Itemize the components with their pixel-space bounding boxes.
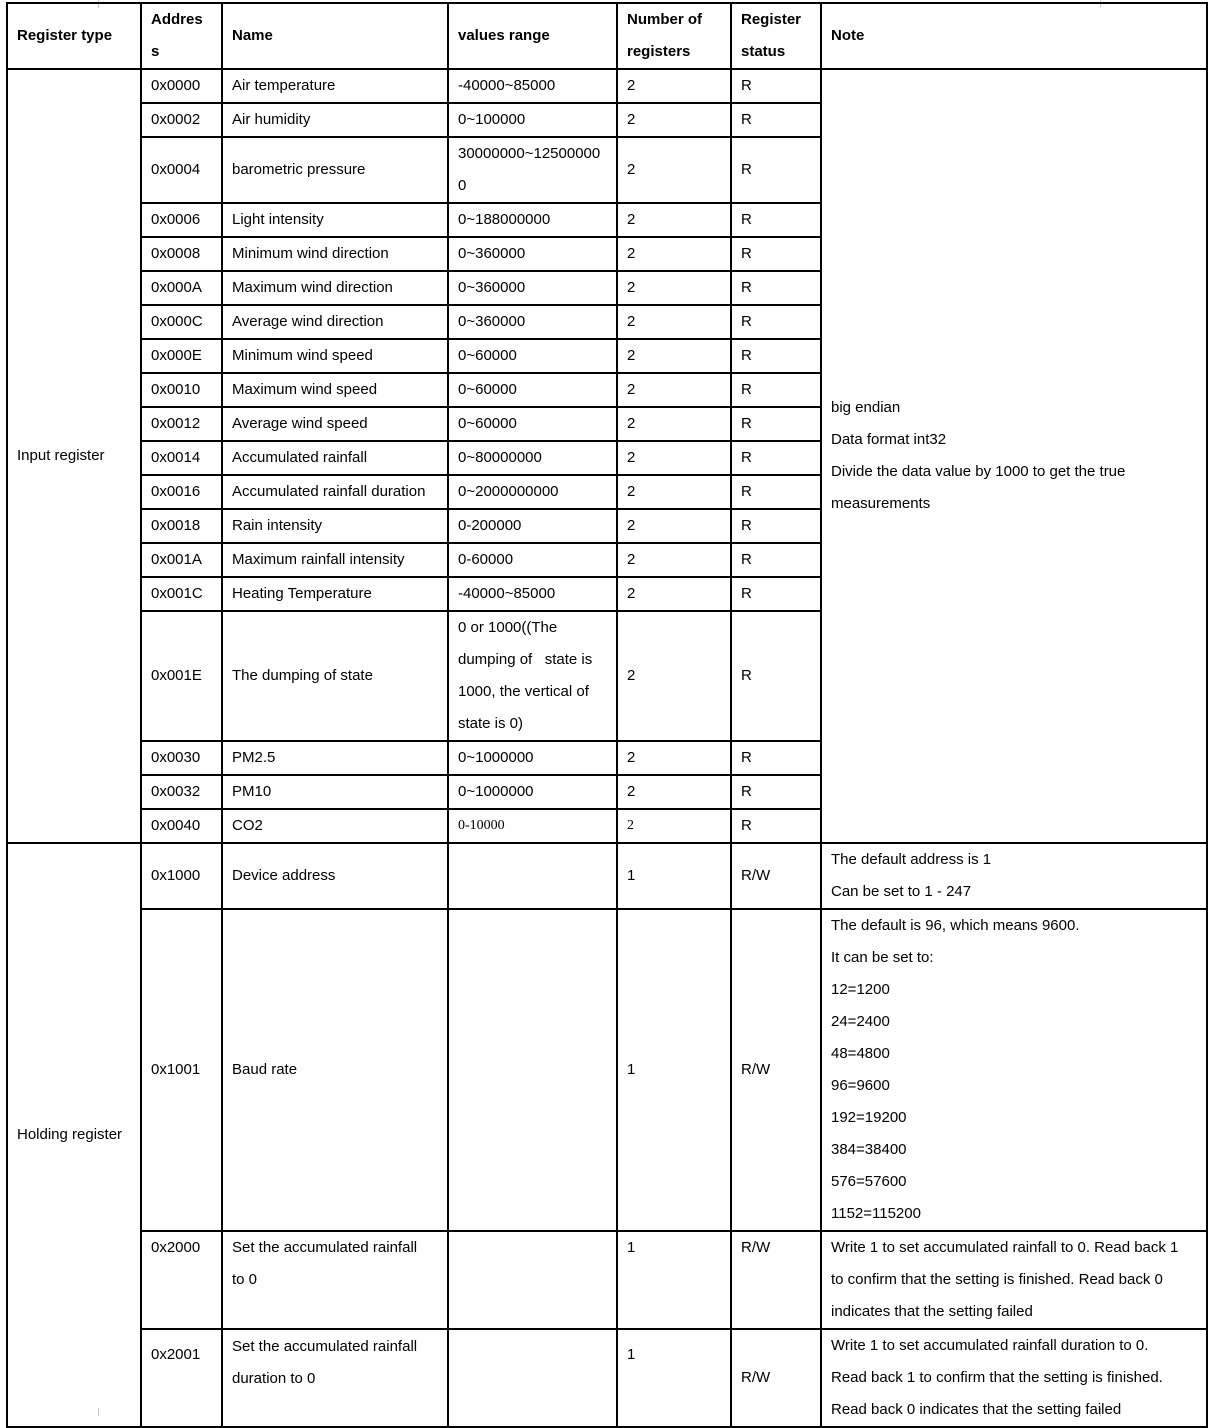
cell-address: 0x000E [141, 339, 222, 373]
cell-range: 0 or 1000((The dumping of state is 1000, the vertical of state is 0) [448, 611, 617, 741]
cell-range: 0-60000 [448, 543, 617, 577]
cell-range: 0~60000 [448, 339, 617, 373]
cell-count: 2 [617, 509, 731, 543]
cell-name: Air temperature [222, 69, 448, 103]
cell-name: Heating Temperature [222, 577, 448, 611]
cell-status: R [731, 611, 821, 741]
cell-address: 0x0002 [141, 103, 222, 137]
cell-count: 2 [617, 475, 731, 509]
group-label-holding-register: Holding register [7, 843, 141, 1427]
cell-name: Rain intensity [222, 509, 448, 543]
cell-range: 0~80000000 [448, 441, 617, 475]
cell-range [448, 1231, 617, 1329]
cell-note: The default is 96, which means 9600. It can be set to: 12=1200 24=2400 48=4800 96=9600 192=19200 384=38400 576=57600 1152=115200 [821, 909, 1207, 1231]
cell-count: 2 [617, 407, 731, 441]
cell-name: Average wind direction [222, 305, 448, 339]
cell-address: 0x0014 [141, 441, 222, 475]
cell-name: Minimum wind speed [222, 339, 448, 373]
cell-count: 1 [617, 1329, 731, 1427]
cell-count: 2 [617, 441, 731, 475]
cell-count: 2 [617, 305, 731, 339]
cell-status: R/W [731, 1329, 821, 1427]
cell-status: R/W [731, 909, 821, 1231]
cell-name: Baud rate [222, 909, 448, 1231]
cell-count: 2 [617, 373, 731, 407]
cell-status: R [731, 103, 821, 137]
cell-count: 2 [617, 203, 731, 237]
cell-address: 0x0008 [141, 237, 222, 271]
cell-address: 0x000C [141, 305, 222, 339]
cell-status: R/W [731, 1231, 821, 1329]
cell-name: PM2.5 [222, 741, 448, 775]
header-address: Addres s [141, 3, 222, 69]
cell-address: 0x0030 [141, 741, 222, 775]
cell-note: Write 1 to set accumulated rainfall duration to 0. Read back 1 to confirm that the setting is finished. Read back 0 indicates that the setting failed [821, 1329, 1207, 1427]
table-row [7, 909, 1207, 1231]
cell-address: 0x0032 [141, 775, 222, 809]
cell-address: 0x0004 [141, 137, 222, 203]
cell-count: 2 [617, 577, 731, 611]
cell-address: 0x001A [141, 543, 222, 577]
cell-address: 0x0006 [141, 203, 222, 237]
cell-address: 0x001C [141, 577, 222, 611]
cell-status: R/W [731, 843, 821, 909]
cell-status: R [731, 271, 821, 305]
cell-status: R [731, 69, 821, 103]
cell-range: 0-200000 [448, 509, 617, 543]
group-label-input-register: Input register [7, 69, 141, 843]
cell-count: 2 [617, 543, 731, 577]
cell-count: 2 [617, 775, 731, 809]
cell-name: Air humidity [222, 103, 448, 137]
cell-range: 30000000~12500000 0 [448, 137, 617, 203]
cell-status: R [731, 373, 821, 407]
cell-name: Maximum wind direction [222, 271, 448, 305]
input-register-note: big endian Data format int32 Divide the data value by 1000 to get the true measurements [821, 69, 1207, 843]
cell-address: 0x001E [141, 611, 222, 741]
header-name: Name [222, 3, 448, 69]
cell-address: 0x0040 [141, 809, 222, 843]
cell-range: 0~2000000000 [448, 475, 617, 509]
cell-status: R [731, 475, 821, 509]
cell-name: Accumulated rainfall [222, 441, 448, 475]
cell-status: R [731, 203, 821, 237]
cell-address: 0x0018 [141, 509, 222, 543]
cell-range: 0~188000000 [448, 203, 617, 237]
cell-status: R [731, 741, 821, 775]
cell-count: 1 [617, 843, 731, 909]
table-row [7, 843, 1207, 909]
cell-status: R [731, 543, 821, 577]
cell-range [448, 843, 617, 909]
cell-name: Maximum rainfall intensity [222, 543, 448, 577]
cell-status: R [731, 441, 821, 475]
cell-address: 0x000A [141, 271, 222, 305]
cell-name: Light intensity [222, 203, 448, 237]
cell-address: 0x0010 [141, 373, 222, 407]
cell-count: 2 [617, 611, 731, 741]
cell-status: R [731, 775, 821, 809]
cell-count: 2 [617, 271, 731, 305]
cell-name: Set the accumulated rainfall to 0 [222, 1231, 448, 1329]
cell-range: 0~1000000 [448, 741, 617, 775]
cell-name: Device address [222, 843, 448, 909]
cell-note: Write 1 to set accumulated rainfall to 0. Read back 1 to confirm that the setting is finished. Read back 0 indicates that the setting failed [821, 1231, 1207, 1329]
cell-count: 2 [617, 137, 731, 203]
cell-range: 0~1000000 [448, 775, 617, 809]
register-table [6, 2, 1208, 1428]
cell-address: 0x1000 [141, 843, 222, 909]
cell-count: 2 [617, 339, 731, 373]
cell-name: Set the accumulated rainfall duration to 0 [222, 1329, 448, 1427]
cell-status: R [731, 407, 821, 441]
header-row [7, 3, 1207, 69]
table-row [7, 69, 1207, 103]
cell-name: barometric pressure [222, 137, 448, 203]
cell-range [448, 1329, 617, 1427]
cell-address: 0x0016 [141, 475, 222, 509]
cell-address: 0x2001 [141, 1329, 222, 1427]
header-register-type: Register type [7, 3, 141, 69]
cell-status: R [731, 305, 821, 339]
cell-name: Average wind speed [222, 407, 448, 441]
cell-name: PM10 [222, 775, 448, 809]
table-row [7, 1231, 1207, 1329]
cell-range: 0~100000 [448, 103, 617, 137]
cell-address: 0x0000 [141, 69, 222, 103]
cell-name: Maximum wind speed [222, 373, 448, 407]
cell-range: 0~60000 [448, 373, 617, 407]
cell-range: 0~360000 [448, 305, 617, 339]
cell-status: R [731, 237, 821, 271]
cell-name: Minimum wind direction [222, 237, 448, 271]
cell-address: 0x1001 [141, 909, 222, 1231]
cell-count: 2 [617, 103, 731, 137]
header-number-of-registers: Number of registers [617, 3, 731, 69]
cell-status: R [731, 809, 821, 843]
cell-address: 0x0012 [141, 407, 222, 441]
cell-status: R [731, 577, 821, 611]
cell-range: 0~60000 [448, 407, 617, 441]
cell-range: -40000~85000 [448, 577, 617, 611]
cell-range: 0~360000 [448, 271, 617, 305]
cell-range: 0~360000 [448, 237, 617, 271]
header-values-range: values range [448, 3, 617, 69]
cell-status: R [731, 339, 821, 373]
cell-count: 2 [617, 69, 731, 103]
cell-address: 0x2000 [141, 1231, 222, 1329]
cell-range: -40000~85000 [448, 69, 617, 103]
cell-count: 2 [617, 237, 731, 271]
cell-count: 1 [617, 1231, 731, 1329]
cell-range: 0-10000 [448, 809, 617, 843]
cell-count: 2 [617, 741, 731, 775]
cell-name: The dumping of state [222, 611, 448, 741]
cell-name: Accumulated rainfall duration [222, 475, 448, 509]
cell-status: R [731, 509, 821, 543]
cell-status: R [731, 137, 821, 203]
header-note: Note [821, 3, 1207, 69]
header-register-status: Register status [731, 3, 821, 69]
cell-count: 1 [617, 909, 731, 1231]
cell-name: CO2 [222, 809, 448, 843]
cell-range [448, 909, 617, 1231]
cell-count: 2 [617, 809, 731, 843]
table-row [7, 1329, 1207, 1427]
cell-note: The default address is 1 Can be set to 1 - 247 [821, 843, 1207, 909]
